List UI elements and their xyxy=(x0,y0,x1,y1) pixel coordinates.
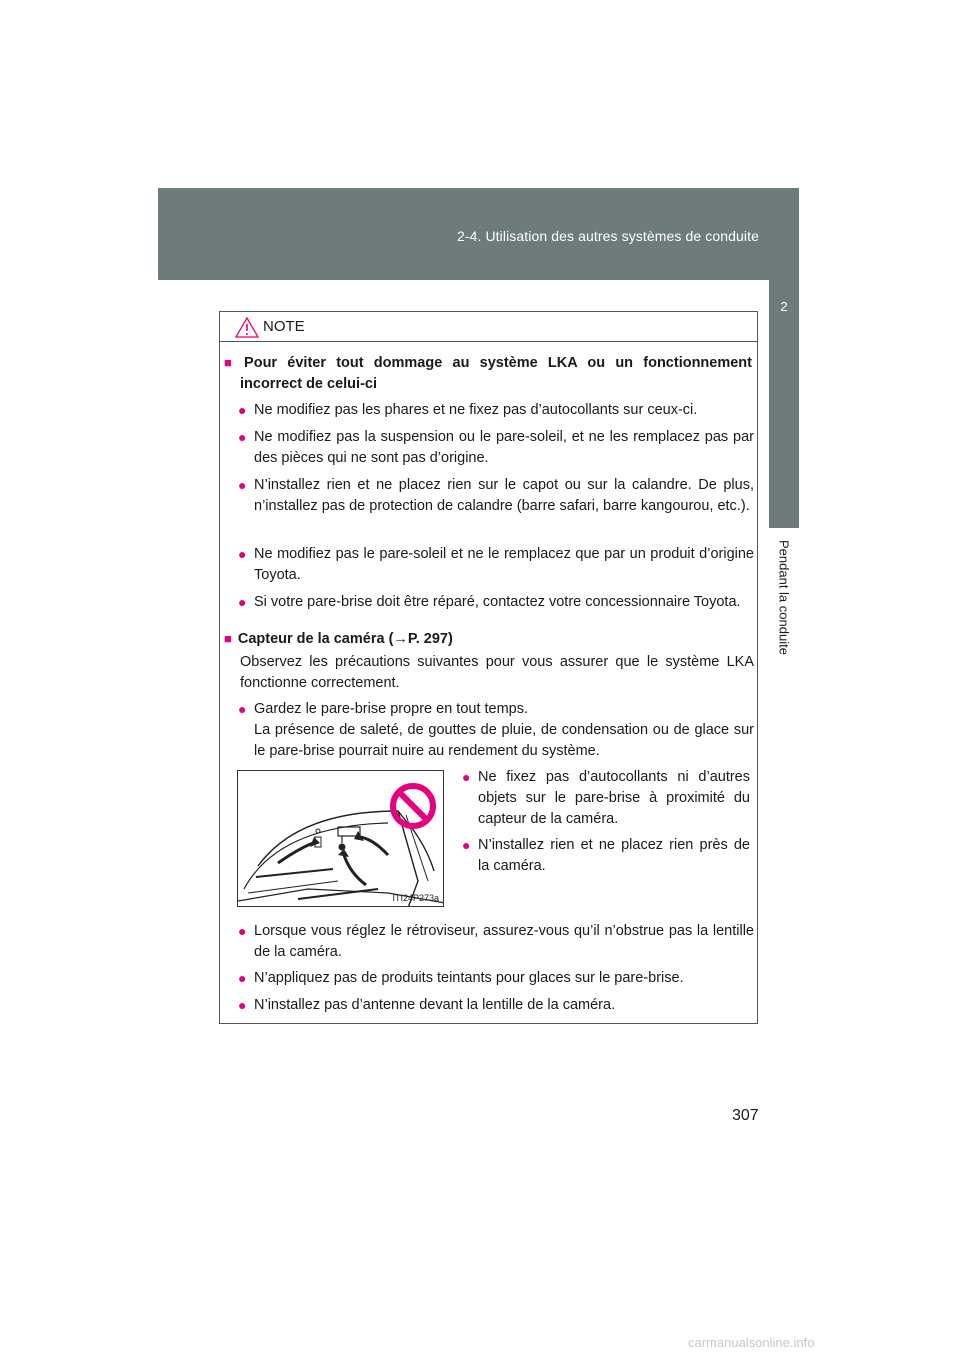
chapter-label-wrap xyxy=(771,540,797,690)
bullet-dot-icon: ● xyxy=(462,837,471,853)
page-number: 307 xyxy=(732,1107,759,1124)
list-item: ● N’installez rien et ne placez rien sur le capot ou sur la calandre. De plus, n’installez pas de protection de calandre (barre safari, barre kangourou, etc.). xyxy=(238,477,754,514)
section1-heading: ■ Pour éviter tout dommage au système LKA ou un fonctionnement incorrect de celui-ci xyxy=(224,355,752,392)
chapter-number: 2 xyxy=(780,299,788,314)
list-item: ● Ne modifiez pas les phares et ne fixez pas d’autocollants sur ceux-ci. xyxy=(254,400,754,421)
note-title: NOTE xyxy=(263,318,305,335)
chapter-tab xyxy=(769,265,799,528)
list-item: ● N’installez rien et ne placez rien près de la caméra. xyxy=(462,837,750,874)
list-item: ● Ne modifiez pas la suspension ou le pare-soleil, et ne les remplacez pas par des pièces qui ne sont pas d’origine. xyxy=(238,429,754,466)
bullet-dot-icon: ● xyxy=(238,997,247,1013)
list-item: ● Si votre pare-brise doit être réparé, contactez votre concessionnaire Toyota. xyxy=(254,592,754,613)
bullet-dot-icon: ● xyxy=(238,402,247,418)
section2-heading: ■ Capteur de la caméra (→P. 297) xyxy=(224,631,453,647)
list-item: ● Ne modifiez pas le pare-soleil et ne le remplacez que par un produit d’origine Toyota. xyxy=(238,546,754,583)
list-item: ● N’installez pas d’antenne devant la lentille de la caméra. xyxy=(254,995,754,1016)
list-item: ● Lorsque vous réglez le rétroviseur, assurez-vous qu’il n’obstrue pas la lentille de la caméra. xyxy=(238,923,754,960)
bullet-dot-icon: ● xyxy=(238,701,247,717)
list-item: ● Gardez le pare-brise propre en tout temps. La présence de saleté, de gouttes de pluie, de condensation ou de glace sur le pare-brise pourrait nuire au rendement du système. xyxy=(238,701,754,759)
header-band xyxy=(158,188,799,280)
bullet-dot-icon: ● xyxy=(238,546,247,562)
bullet-dot-icon: ● xyxy=(238,923,247,939)
chapter-label: Pendant la conduite xyxy=(776,540,792,655)
warning-triangle-icon xyxy=(235,317,259,338)
section-title: 2-4. Utilisation des autres systèmes de conduite xyxy=(456,228,759,244)
section2-intro: Observez les précautions suivantes pour vous assurer que le système LKA fonctionne correctement. xyxy=(240,654,754,691)
windshield-camera-figure xyxy=(237,770,444,907)
square-bullet-icon: ■ xyxy=(224,631,232,646)
bullet-dot-icon: ● xyxy=(238,970,247,986)
bullet-dot-icon: ● xyxy=(238,594,247,610)
figure-code: ITI24P273a xyxy=(392,893,439,903)
square-bullet-icon: ■ xyxy=(224,355,239,370)
bullet-dot-icon: ● xyxy=(238,477,247,493)
note-header xyxy=(220,312,757,342)
list-item: ● Ne fixez pas d’autocollants ni d’autres objets sur le pare-brise à proximité du capteur de la caméra. xyxy=(462,769,750,827)
note-box xyxy=(219,311,758,1024)
bullet-dot-icon: ● xyxy=(238,429,247,445)
prohibited-icon xyxy=(388,781,438,831)
list-item: ● N’appliquez pas de produits teintants pour glaces sur le pare-brise. xyxy=(254,968,754,989)
bullet-dot-icon: ● xyxy=(462,769,471,785)
watermark: carmanualsonline.info xyxy=(688,1335,815,1350)
